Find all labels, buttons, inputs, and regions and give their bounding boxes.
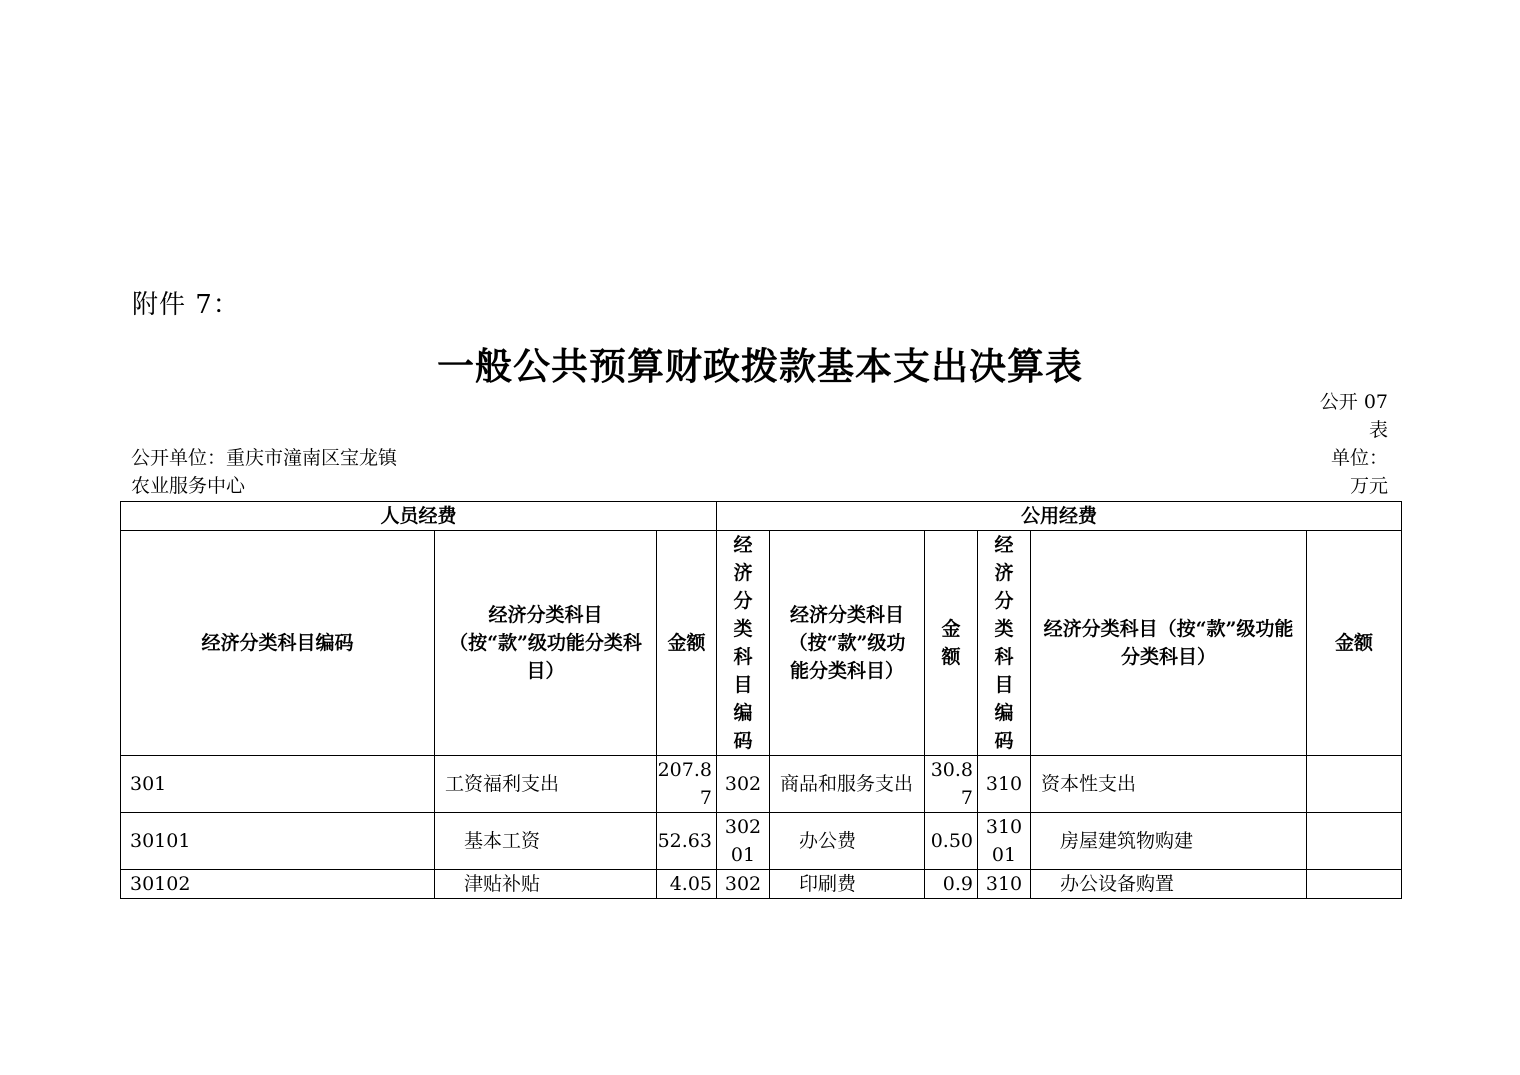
capital-amount xyxy=(1307,813,1402,870)
header-capital-name: 经济分类科目（按“款”级功能分类科目） xyxy=(1031,531,1307,756)
goods-amount: 30.87 xyxy=(925,756,978,813)
publishing-unit-line-2: 农业服务中心 xyxy=(131,475,246,497)
personnel-name: 基本工资 xyxy=(435,813,657,870)
currency-unit-line-1: 单位： xyxy=(1330,447,1388,469)
capital-name: 房屋建筑物购建 xyxy=(1031,813,1307,870)
header-amount: 金额 xyxy=(657,531,717,756)
capital-amount xyxy=(1307,870,1402,899)
header-goods-amount: 金额 xyxy=(925,531,978,756)
personnel-name: 津贴补贴 xyxy=(435,870,657,899)
goods-name: 印刷费 xyxy=(770,870,925,899)
goods-name: 办公费 xyxy=(770,813,925,870)
header-code: 经济分类科目编码 xyxy=(121,531,435,756)
goods-amount: 0.9 xyxy=(925,870,978,899)
header-name: 经济分类科目（按“款”级功能分类科目） xyxy=(435,531,657,756)
personnel-amount: 52.63 xyxy=(657,813,717,870)
goods-code: 302 xyxy=(717,870,770,899)
publishing-unit xyxy=(131,444,397,500)
goods-code: 30201 xyxy=(717,813,770,870)
table-row xyxy=(121,870,1402,899)
header-capital-code: 经济分类科目编码 xyxy=(978,531,1031,756)
column-header-row xyxy=(121,531,1402,756)
personnel-amount: 207.87 xyxy=(657,756,717,813)
personnel-name: 工资福利支出 xyxy=(435,756,657,813)
capital-name: 资本性支出 xyxy=(1031,756,1307,813)
attachment-label: 附件 7： xyxy=(132,290,240,320)
form-number-line-1: 公开 07 xyxy=(1319,391,1388,413)
personnel-code: 30101 xyxy=(121,813,435,870)
goods-amount: 0.50 xyxy=(925,813,978,870)
capital-amount xyxy=(1307,756,1402,813)
capital-code: 310 xyxy=(978,756,1031,813)
personnel-code: 30102 xyxy=(121,870,435,899)
goods-code: 302 xyxy=(717,756,770,813)
table-row xyxy=(121,756,1402,813)
group-public: 公用经费 xyxy=(717,502,1402,531)
publishing-unit-line-1: 公开单位：重庆市潼南区宝龙镇 xyxy=(131,447,398,469)
currency-unit xyxy=(1331,444,1388,500)
capital-name: 办公设备购置 xyxy=(1031,870,1307,899)
header-goods-name: 经济分类科目（按“款”级功能分类科目） xyxy=(770,531,925,756)
currency-unit-line-2: 万元 xyxy=(1349,475,1388,497)
personnel-amount: 4.05 xyxy=(657,870,717,899)
form-number-line-2: 表 xyxy=(1368,419,1388,441)
page-title: 一般公共预算财政拨款基本支出决算表 xyxy=(437,344,1083,388)
capital-code: 310 xyxy=(978,870,1031,899)
capital-code: 31001 xyxy=(978,813,1031,870)
header-capital-amount: 金额 xyxy=(1307,531,1402,756)
form-number xyxy=(1320,388,1388,444)
budget-table xyxy=(120,501,1402,899)
table-row xyxy=(121,813,1402,870)
goods-name: 商品和服务支出 xyxy=(770,756,925,813)
personnel-code: 301 xyxy=(121,756,435,813)
group-header-row xyxy=(121,502,1402,531)
header-goods-code: 经济分类科目编码 xyxy=(717,531,770,756)
group-personnel: 人员经费 xyxy=(121,502,717,531)
